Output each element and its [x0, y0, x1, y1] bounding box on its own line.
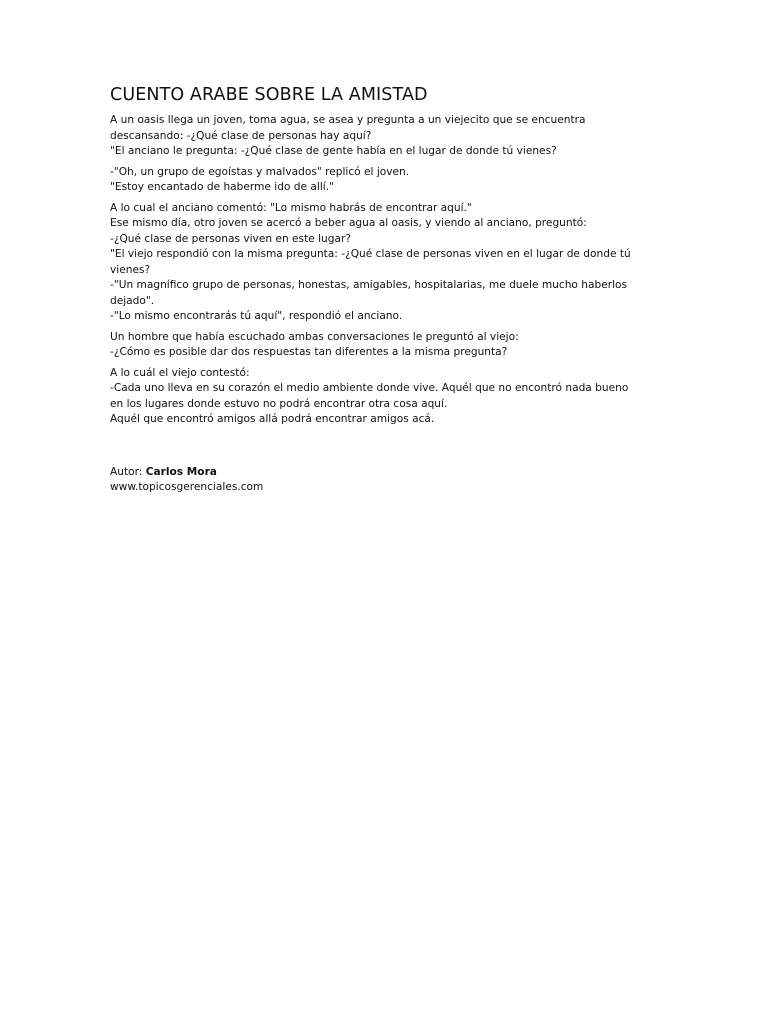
paragraph — [110, 113, 670, 160]
text-line: descansando: -¿Qué clase de personas hay aquí? — [110, 129, 372, 142]
text-line: dejado". — [110, 294, 155, 307]
text-line: -"Lo mismo encontrarás tú aquí", respondió el anciano. — [110, 310, 403, 322]
paragraph — [110, 366, 670, 428]
author-website: www.topicosgerenciales.com — [110, 481, 264, 493]
document-title: CUENTO ARABE SOBRE LA AMISTAD — [110, 85, 428, 105]
author-line — [110, 465, 670, 481]
text-line: Un hombre que había escuchado ambas conversaciones le preguntó al viejo: — [110, 330, 519, 343]
text-line: -¿Qué clase de personas viven en este lugar? — [110, 232, 351, 245]
text-line: Ese mismo día, otro joven se acercó a beber agua al oasis, y viendo al anciano, preguntó: — [110, 217, 587, 229]
author-name: Carlos Mora — [145, 465, 217, 478]
document-page — [110, 84, 670, 496]
author-label: Autor: — [110, 465, 146, 478]
text-line: A lo cual el anciano comentó: "Lo mismo habrás de encontrar aquí." — [110, 201, 472, 214]
story-body — [110, 113, 670, 428]
paragraph — [110, 330, 670, 361]
text-line: vienes? — [110, 263, 151, 276]
text-line: -Cada uno lleva en su corazón el medio ambiente donde vive. Aquél que no encontró nada bueno — [110, 382, 629, 394]
text-line: -"Oh, un grupo de egoístas y malvados" replicó el joven. — [110, 165, 410, 178]
paragraph — [110, 165, 670, 196]
text-line: "El anciano le pregunta: -¿Qué clase de gente había en el lugar de donde tú vienes? — [110, 145, 557, 157]
text-line: en los lugares donde estuvo no podrá encontrar otra cosa aquí. — [110, 397, 448, 410]
text-line: Aquél que encontró amigos allá podrá encontrar amigos acá. — [110, 413, 435, 425]
text-line: -¿Cómo es posible dar dos respuestas tan diferentes a la misma pregunta? — [110, 346, 508, 358]
text-line: -"Un magnífico grupo de personas, honestas, amigables, hospitalarias, me duele mucho haberlos — [110, 279, 628, 291]
text-line: "Estoy encantado de haberme ido de allí." — [110, 181, 334, 193]
text-line: A lo cuál el viejo contestó: — [110, 366, 250, 379]
paragraph — [110, 201, 670, 325]
text-line: "El viejo respondió con la misma pregunta: -¿Qué clase de personas viven en el lugar de donde tú — [110, 248, 631, 260]
author-block — [110, 465, 670, 496]
text-line: A un oasis llega un joven, toma agua, se asea y pregunta a un viejecito que se encuentra — [110, 114, 586, 126]
